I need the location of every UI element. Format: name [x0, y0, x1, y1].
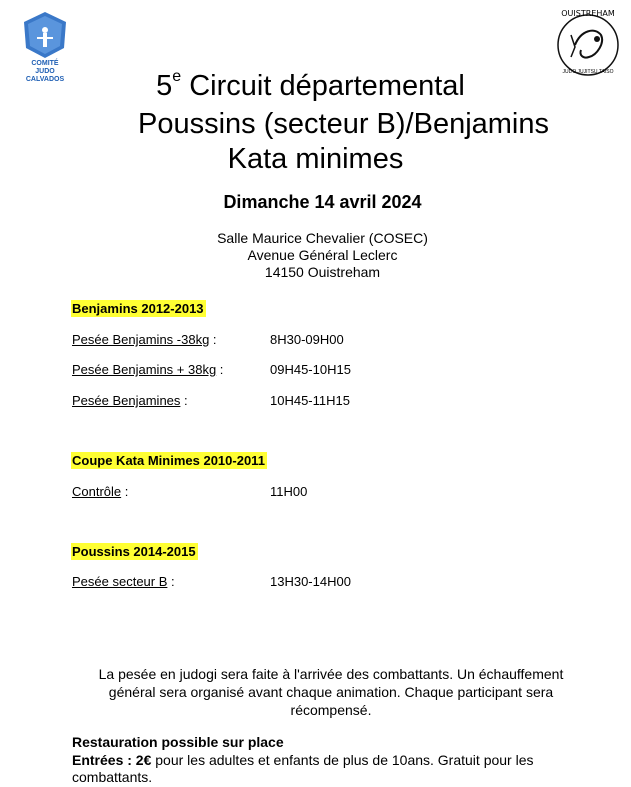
row-label-secteur-b: Pesée secteur B :	[72, 574, 175, 589]
title-line-2: Poussins (secteur B)/Benjamins	[138, 108, 549, 140]
row-label-benjamins-plus38: Pesée Benjamins + 38kg :	[72, 362, 224, 377]
info-paragraph: La pesée en judogi sera faite à l'arrivée des combattants. Un échauffement général sera organisé avant chaque animation. Chaque participant sera récompensé.	[98, 666, 564, 718]
venue-line-1: Salle Maurice Chevalier (COSEC)	[217, 230, 428, 246]
row-value-benjamines: 10H45-11H15	[270, 393, 350, 408]
title-line-3: Kata minimes	[227, 143, 404, 175]
event-date: Dimanche 14 avril 2024	[223, 192, 422, 212]
entrees-note	[72, 752, 572, 786]
heading-benjamins: Benjamins 2012-2013	[72, 301, 204, 316]
venue-line-2: Avenue Général Leclerc	[247, 247, 398, 263]
comite-judo-logo-text: COMITÉ JUDO CALVADOS	[25, 60, 65, 83]
title-line-1: 5e Circuit départemental	[156, 68, 465, 102]
venue-line-3: 14150 Ouistreham	[264, 264, 381, 280]
row-label-benjamines: Pesée Benjamines :	[72, 393, 188, 408]
ouistreham-ring-text: OUISTREHAM	[561, 9, 615, 18]
row-value-secteur-b: 13H30-14H00	[270, 574, 351, 589]
heading-poussins: Poussins 2014-2015	[72, 544, 196, 559]
row-value-benjamins-38: 8H30-09H00	[270, 332, 344, 347]
restauration-note: Restauration possible sur place	[72, 734, 284, 750]
venue-address	[0, 230, 631, 281]
row-label-controle: Contrôle :	[72, 484, 129, 499]
heading-kata: Coupe Kata Minimes 2010-2011	[72, 453, 265, 468]
row-label-benjamins-38: Pesée Benjamins -38kg :	[72, 332, 217, 347]
entrees-text: pour les adultes et enfants de plus de 10ans. Gratuit pour les combattants.	[72, 752, 534, 785]
ouistreham-bottom-text: JUDO JUJITSU TAISO	[562, 69, 614, 75]
row-value-controle: 11H00	[270, 484, 308, 499]
entrees-label: Entrées : 2€	[72, 752, 152, 768]
row-value-benjamins-plus38: 09H45-10H15	[270, 362, 351, 377]
